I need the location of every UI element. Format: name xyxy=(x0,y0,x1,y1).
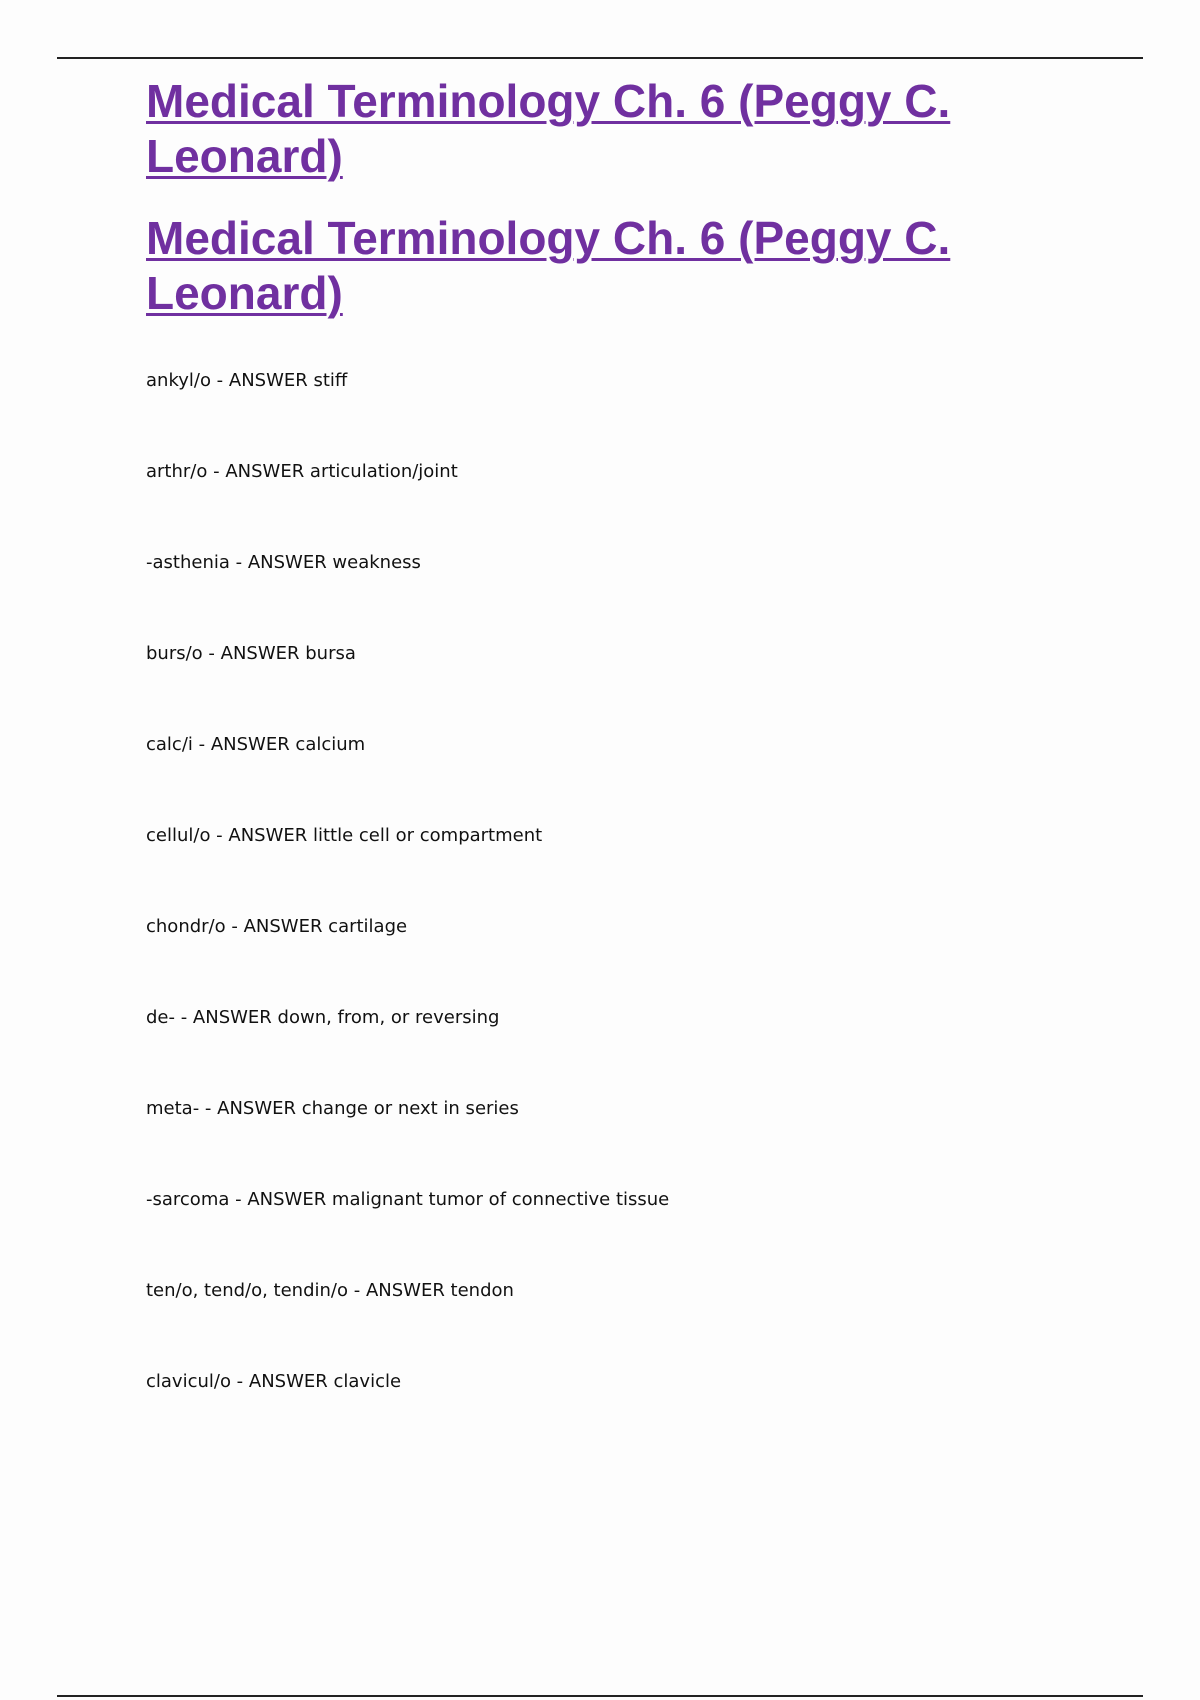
term-entry: ten/o, tend/o, tendin/o - ANSWER tendon xyxy=(146,1280,514,1301)
term-entry: cellul/o - ANSWER little cell or compartment xyxy=(146,825,543,846)
top-divider xyxy=(57,57,1143,59)
term-entry: meta- - ANSWER change or next in series xyxy=(146,1098,519,1119)
term-entry: -sarcoma - ANSWER malignant tumor of connective tissue xyxy=(146,1189,670,1210)
document-title-link[interactable]: Medical Terminology Ch. 6 (Peggy C. Leonard) xyxy=(146,75,951,182)
term-entry: calc/i - ANSWER calcium xyxy=(146,734,366,755)
term-entry: chondr/o - ANSWER cartilage xyxy=(146,916,408,937)
term-entry: de- - ANSWER down, from, or reversing xyxy=(146,1007,500,1028)
term-entry: ankyl/o - ANSWER stiff xyxy=(146,370,348,391)
bottom-divider xyxy=(57,1695,1143,1697)
document-heading-link[interactable]: Medical Terminology Ch. 6 (Peggy C. Leonard) xyxy=(146,212,951,319)
term-entry: arthr/o - ANSWER articulation/joint xyxy=(146,461,458,482)
term-list xyxy=(146,368,1046,1395)
page-content xyxy=(146,74,1046,1460)
term-entry: -asthenia - ANSWER weakness xyxy=(146,552,421,573)
term-entry: burs/o - ANSWER bursa xyxy=(146,643,356,664)
term-entry: clavicul/o - ANSWER clavicle xyxy=(146,1371,402,1392)
